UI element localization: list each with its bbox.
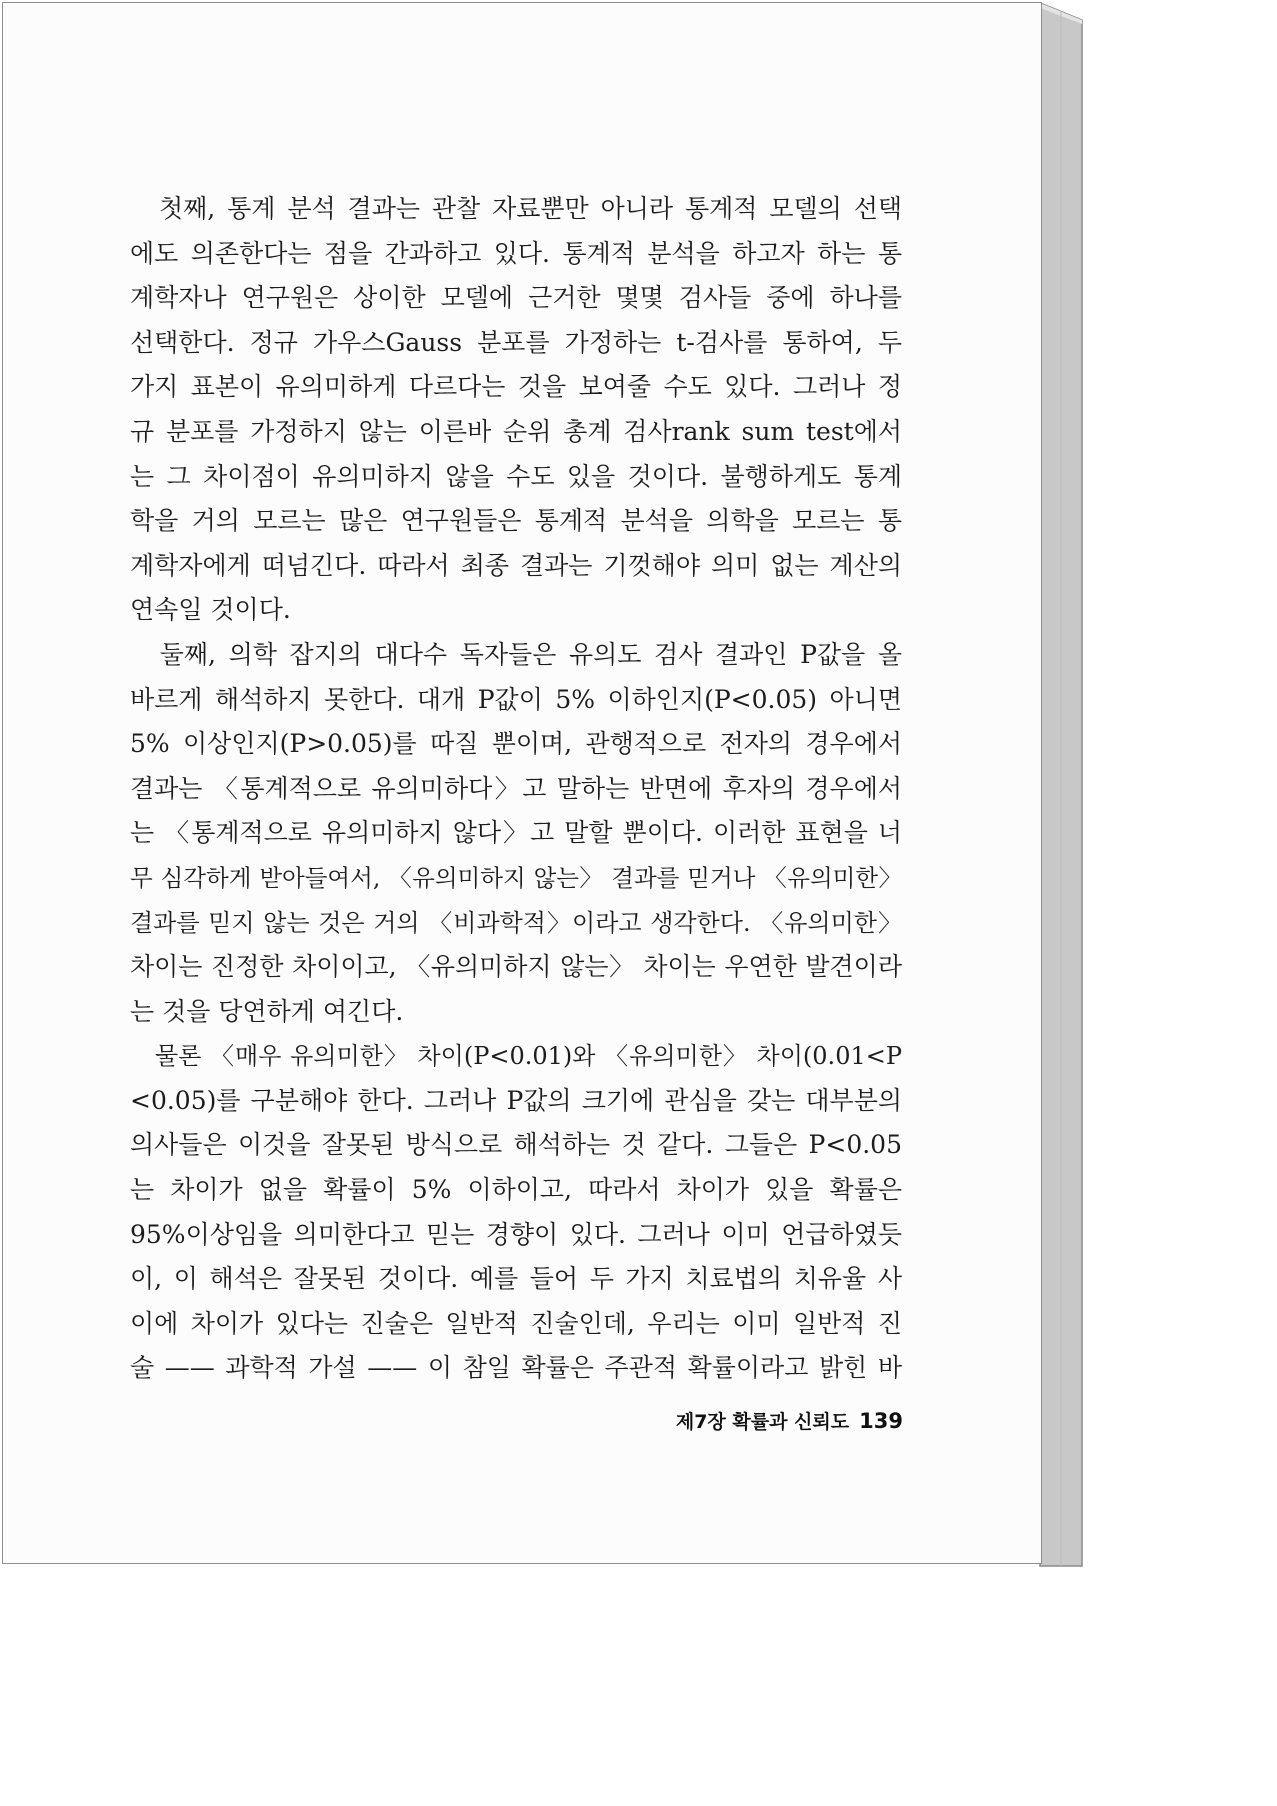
text-line: 에도 의존한다는 점을 간과하고 있다. 통계적 분석을 하고자 하는 통 <box>130 238 902 268</box>
text-line: 계학자에게 떠넘긴다. 따라서 최종 결과는 기껏해야 의미 없는 계산의 <box>130 550 902 580</box>
text-line: 차이는 진정한 차이이고, 〈유의미하지 않는〉 차이는 우연한 발견이라 <box>130 952 902 982</box>
text-line: 5% 이상인지(P>0.05)를 따질 뿐이며, 관행적으로 전자의 경우에서 <box>130 729 902 759</box>
text-line: 첫째, 통계 분석 결과는 관찰 자료뿐만 아니라 통계적 모델의 선택 <box>130 194 902 223</box>
text-line: 규 분포를 가정하지 않는 이른바 순위 총계 검사rank sum test에서 <box>130 416 902 446</box>
body-text <box>130 187 902 1391</box>
chapter-title: 제7장 확률과 신뢰도 <box>675 1411 850 1433</box>
text-line: 무 심각하게 받아들여서, 〈유의미하지 않는〉 결과를 믿거나 〈유의미한〉 <box>130 863 902 892</box>
text-line: 는 차이가 없을 확률이 5% 이하이고, 따라서 차이가 있을 확률은 <box>130 1175 902 1205</box>
text-line: 이, 이 해석은 잘못된 것이다. 예를 들어 두 가지 치료법의 치유율 사 <box>130 1264 902 1294</box>
text-line: 선택한다. 정규 가우스Gauss 분포를 가정하는 t-검사를 통하여, 두 <box>130 327 902 357</box>
text-line: <0.05)를 구분해야 한다. 그러나 P값의 크기에 관심을 갖는 대부분의 <box>130 1085 902 1115</box>
text-line: 는 〈통계적으로 유의미하지 않다〉고 말할 뿐이다. 이러한 표현을 너 <box>130 818 902 848</box>
text-line: 는 그 차이점이 유의미하지 않을 수도 있을 것이다. 불행하게도 통계 <box>130 461 902 491</box>
text-line: 둘째, 의학 잡지의 대다수 독자들은 유의도 검사 결과인 P값을 올 <box>130 639 902 669</box>
page-footer <box>563 1407 903 1434</box>
text-line: 이에 차이가 있다는 진술은 일반적 진술인데, 우리는 이미 일반적 진 <box>130 1308 902 1338</box>
book-page <box>2 2 1042 1564</box>
page-number: 139 <box>859 1409 903 1433</box>
text-line: 학을 거의 모르는 많은 연구원들은 통계적 분석을 의학을 모르는 통 <box>130 506 902 536</box>
text-line: 는 것을 당연하게 여긴다. <box>130 996 404 1026</box>
text-line: 의사들은 이것을 잘못된 방식으로 해석하는 것 같다. 그들은 P<0.05 <box>130 1130 902 1160</box>
text-line: 술 —— 과학적 가설 —— 이 참일 확률은 주관적 확률이라고 밝힌 바 <box>130 1353 902 1383</box>
text-line: 가지 표본이 유의미하게 다르다는 것을 보여줄 수도 있다. 그러나 정 <box>130 372 902 402</box>
text-line: 연속일 것이다. <box>130 595 291 625</box>
text-line: 바르게 해석하지 못한다. 대개 P값이 5% 이하인지(P<0.05) 아니면 <box>130 684 902 714</box>
text-line: 계학자나 연구원은 상이한 모델에 근거한 몇몇 검사들 중에 하나를 <box>130 283 902 313</box>
text-line: 결과를 믿지 않는 것은 거의 〈비과학적〉이라고 생각한다. 〈유의미한〉 <box>130 908 902 937</box>
text-line: 95%이상임을 의미한다고 믿는 경향이 있다. 그러나 이미 언급하였듯 <box>130 1219 902 1249</box>
text-line: 물론 〈매우 유의미한〉 차이(P<0.01)와 〈유의미한〉 차이(0.01<P <box>130 1042 902 1071</box>
text-line: 결과는 〈통계적으로 유의미하다〉고 말하는 반면에 후자의 경우에서 <box>130 773 902 803</box>
